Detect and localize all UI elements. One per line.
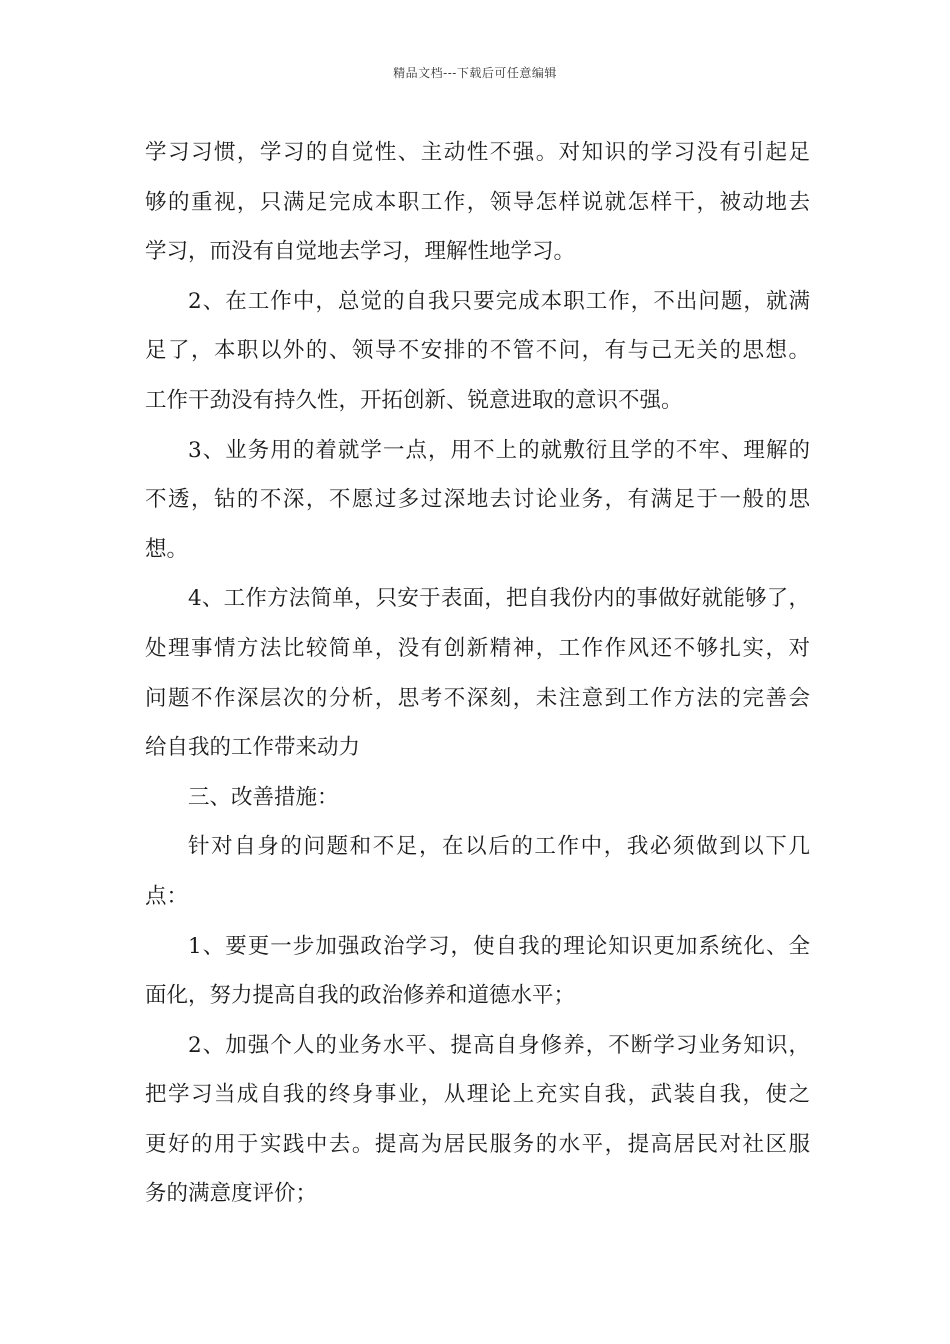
text-line: 面化，努力提高自我的政治修养和道德水平； (145, 983, 576, 1009)
text-line: 给自我的工作带来动力 (145, 735, 361, 761)
text-line: 处理事情方法比较简单，没有创新精神，工作作风还不够扎实，对 (145, 635, 810, 661)
paragraph (145, 773, 810, 823)
text-line: 3、业务用的着就学一点，用不上的就敷衍且学的不牢、理解的 (188, 437, 810, 463)
text-line: 问题不作深层次的分析，思考不深刻，未注意到工作方法的完善会 (145, 685, 810, 711)
paragraph (145, 277, 810, 426)
text-line: 三、改善措施： (188, 784, 339, 810)
text-line: 针对自身的问题和不足，在以后的工作中，我必须做到以下几 (188, 834, 810, 860)
paragraph (145, 426, 810, 575)
text-line: 学习，而没有自觉地去学习，理解性地学习。 (145, 239, 576, 265)
text-line: 足了，本职以外的、领导不安排的不管不问，有与己无关的思想。 (145, 338, 810, 364)
text-line: 1、要更一步加强政治学习，使自我的理论知识更加系统化、全 (188, 933, 810, 959)
text-line: 2、在工作中，总觉的自我只要完成本职工作，不出问题，就满 (188, 288, 810, 314)
paragraph (145, 128, 810, 277)
paragraph (145, 922, 810, 1021)
text-line: 点： (145, 883, 189, 909)
text-line: 学习习惯，学习的自觉性、主动性不强。对知识的学习没有引起足 (145, 140, 810, 165)
paragraph (145, 574, 810, 772)
document-body (145, 128, 810, 1219)
text-line: 想。 (145, 536, 189, 562)
text-line: 不透，钻的不深，不愿过多过深地去讨论业务，有满足于一般的思 (145, 487, 810, 513)
paragraph (145, 822, 810, 921)
paragraph (145, 1021, 810, 1219)
text-line: 把学习当成自我的终身事业，从理论上充实自我，武装自我，使之 (145, 1082, 810, 1108)
text-line: 4、工作方法简单，只安于表面，把自我份内的事做好就能够了， (188, 586, 810, 612)
text-line: 够的重视，只满足完成本职工作，领导怎样说就怎样干，被动地去 (145, 189, 810, 215)
text-line: 2、加强个人的业务水平、提高自身修养，不断学习业务知识， (188, 1032, 810, 1058)
text-line: 更好的用于实践中去。提高为居民服务的水平，提高居民对社区服 (145, 1131, 810, 1157)
text-line: 工作干劲没有持久性，开拓创新、锐意进取的意识不强。 (145, 387, 683, 413)
text-line: 务的满意度评价； (145, 1181, 318, 1207)
page-header: 精品文档---下载后可任意编辑 (393, 66, 557, 80)
